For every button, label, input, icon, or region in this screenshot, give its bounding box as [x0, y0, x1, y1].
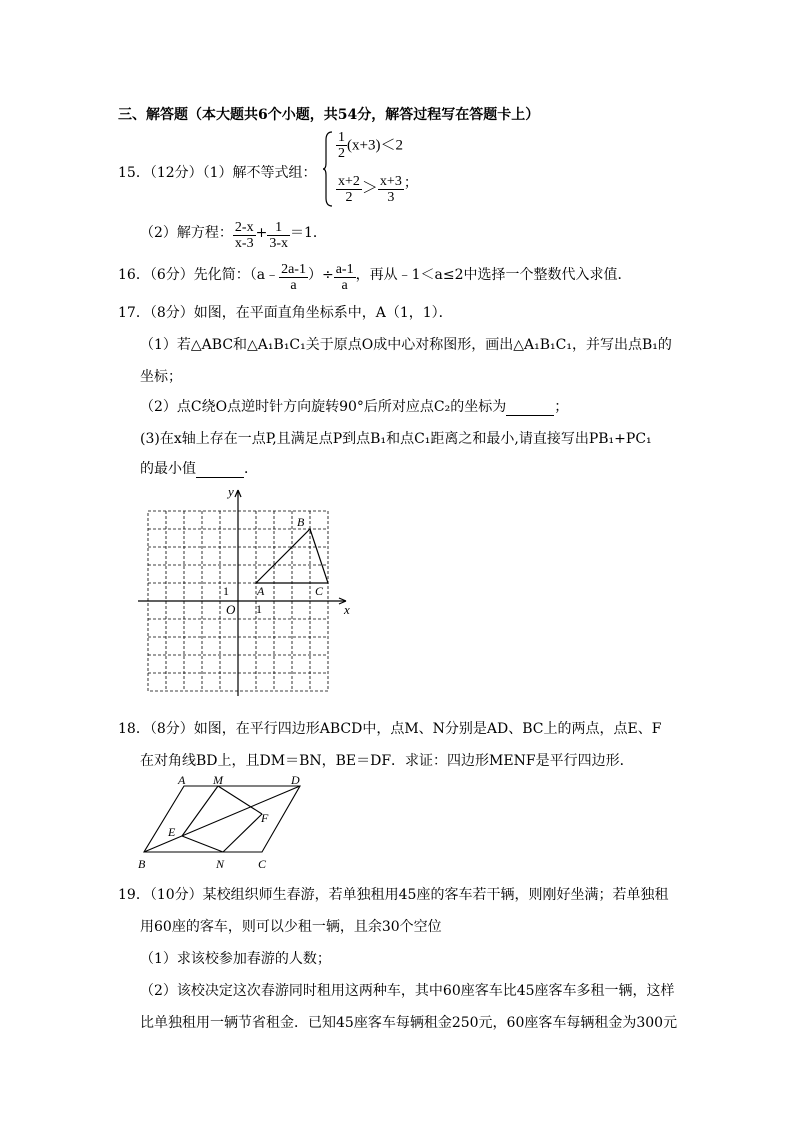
q19-line4: （2）该校决定这次春游同时租用这两种车，其中60座客车比45座客车多租一辆，这样: [140, 983, 675, 999]
label-a: A: [178, 774, 186, 787]
inequality-2: $\frac{x+2}{2}$ ＞ $\frac{x+3}{3}$ ；: [338, 173, 418, 205]
q18-line2: 在对角线BD上，且DM＝BN，BE＝DF．求证：四边形MENF是平行四边形．: [140, 753, 634, 769]
diagonal-bd: [144, 786, 300, 852]
q18-line1: 18．（8分）如图，在平行四边形ABCD中，点M、N分别是AD、BC上的两点，点E、F: [118, 721, 662, 737]
section-header: 三、解答题（本大题共6个小题，共54分，解答过程写在答题卡上）: [118, 107, 540, 123]
label-e: E: [168, 825, 176, 839]
label-n: N: [216, 857, 225, 871]
y-unit-label: 1: [223, 584, 229, 598]
inequality-1: $\frac{1}{2}$ (x+3)＜2: [338, 130, 403, 161]
label-f: F: [261, 811, 269, 825]
origin-label: O: [226, 602, 236, 617]
y-axis-label: y: [228, 484, 234, 499]
label-c: C: [258, 857, 267, 871]
segment-fn: [223, 814, 262, 852]
point-a-label: A: [257, 584, 265, 598]
label-b: B: [138, 857, 146, 871]
label-d: D: [291, 774, 300, 787]
coordinate-grid-figure: [130, 484, 360, 700]
parallelogram-figure: [134, 774, 314, 874]
q19-line3: （1）求该校参加春游的人数；: [140, 951, 331, 967]
q17-line1: 17．（8分）如图，在平面直角坐标系中，A（1，1）．: [118, 305, 453, 321]
system-brace: [322, 130, 334, 208]
q19-line5: 比单独租用一辆节省租金．已知45座客车每辆租金250元，60座客车每辆租金为300元: [140, 1015, 678, 1031]
q17-part3-line1: (3)在x轴上存在一点P,且满足点P到点B₁和点C₁距离之和最小,请直接写出PB₁+PC₁: [140, 431, 652, 447]
q17-part1-line1: （1）若△ABC和△A₁B₁C₁关于原点O成中心对称图形，画出△A₁B₁C₁，并写出点B₁的: [140, 337, 672, 353]
segment-en: [182, 836, 223, 852]
label-m: M: [213, 774, 223, 787]
x-axis-label: x: [344, 602, 350, 617]
q17-part2: （2）点C绕O点逆时针方向旋转90°后所对应点C₂的坐标为 ；: [140, 399, 569, 415]
point-b-label: B: [297, 515, 305, 529]
x-unit-label: 1: [256, 602, 262, 616]
q17-part1-line2: 坐标；: [140, 369, 182, 385]
q15-part2: （2）解方程： $\frac{2-x}{x-3}$ + $\frac{1}{3-x}$ ＝1．: [140, 220, 327, 251]
q17-part3-line2: 的最小值 ．: [140, 461, 258, 477]
q15-label: 15．（12分）（1）解不等式组：: [118, 165, 317, 181]
answer-blank[interactable]: [196, 463, 244, 478]
point-c-label: C: [315, 584, 324, 598]
q16: 16．（6分）先化简：（a﹣ $\frac{2a-1}{a}$ ）÷ $\frac{a-1}{a}$ ，再从﹣1＜a≤2中选择一个整数代入求值．: [118, 262, 632, 293]
segment-mf: [218, 786, 262, 814]
q19-line1: 19．（10分）某校组织师生春游，若单独租用45座的客车若干辆，则刚好坐满；若单独租: [118, 887, 669, 903]
answer-blank[interactable]: [506, 401, 554, 416]
q19-line2: 用60座的客车，则可以少租一辆，且余30个空位: [140, 919, 442, 935]
